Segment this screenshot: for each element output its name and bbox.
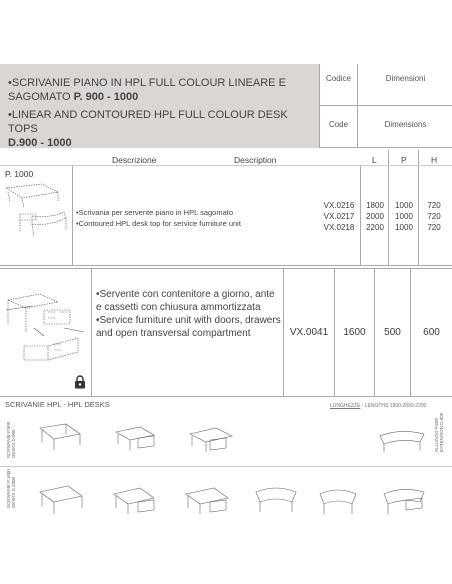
- section2-desk-drawing: [4, 288, 88, 380]
- header-line1: •SCRIVANIE PIANO IN HPL FULL COLOUR LINEARE E SAGOMATO: [8, 77, 286, 103]
- row1-label: [6, 422, 16, 458]
- row-p: 1000: [395, 223, 413, 232]
- section1-l-values: [361, 200, 389, 233]
- desk-service-1000: [114, 488, 154, 514]
- row-l: 2200: [366, 223, 384, 232]
- row-l: 2000: [366, 212, 384, 221]
- row1-label-en: DESKS D.900: [11, 429, 16, 458]
- section1-label: P. 1000: [5, 169, 34, 179]
- section2-h: 600: [423, 327, 440, 338]
- desk-service2-1000: [186, 488, 228, 514]
- header-codice: Codice: [320, 64, 358, 105]
- section1-p-values: [390, 200, 418, 233]
- col-h: H: [431, 155, 438, 165]
- section2-desc-it: •Servente con contenitore a giorno, ante e cassetti con chiusura ammortizzata: [96, 289, 275, 313]
- col-l: L: [372, 155, 377, 165]
- header-dimensions: Dimensions: [384, 120, 427, 129]
- bottom-lengths: [330, 403, 426, 409]
- divider: [0, 165, 452, 166]
- bottom-lengths-en: - LENGTHS 1800-2000-2200: [360, 403, 427, 409]
- desk-linear-900: [40, 424, 80, 450]
- section2-description: [96, 288, 281, 340]
- divider: [72, 165, 73, 265]
- desk-extension-900: [380, 431, 424, 452]
- col-p: P: [401, 155, 407, 165]
- row2-label-it: SCRIVANIE P.1000: [6, 469, 11, 508]
- desk-service-900: [116, 427, 154, 450]
- header-title-en: [8, 108, 311, 150]
- section1-codes: [319, 200, 359, 233]
- header-line2: •LINEAR AND CONTOURED HPL FULL COLOUR DESK TOPS: [8, 109, 288, 135]
- header-line2-bold: D.900 - 1000: [8, 137, 72, 149]
- section1-desk-drawing: [2, 180, 72, 240]
- desk-contoured-900: [190, 428, 232, 452]
- row-code: VX.0217: [323, 212, 355, 221]
- row-h: 720: [427, 212, 441, 221]
- row-p: 1000: [395, 201, 413, 210]
- row-code: VX.0218: [323, 223, 355, 232]
- section1-h-values: [420, 200, 448, 233]
- col-description: Description: [234, 155, 277, 165]
- section2-code: VX.0041: [289, 327, 329, 338]
- row-code: VX.0216: [323, 201, 355, 210]
- divider: [418, 150, 419, 265]
- section1-desc-it: •Scrivania per servente piano in HPL sagomato: [76, 208, 234, 217]
- desk-extension-1000: [384, 489, 424, 514]
- allungo-label-en: EXTENSION D.600: [439, 412, 444, 452]
- divider: [91, 268, 92, 396]
- header-line1-bold: P. 900 - 1000: [73, 91, 139, 103]
- header-dimensioni: Dimensioni: [385, 74, 426, 83]
- divider: [0, 396, 452, 397]
- desk-configurations-drawing: [20, 412, 440, 542]
- row-p: 1000: [395, 212, 413, 221]
- lock-icon: [74, 375, 86, 389]
- row1-label-it: SCRIVANIE P.900: [6, 421, 11, 458]
- desk-linear-1000: [40, 486, 82, 514]
- row2-label-en: DESKS D.1000: [11, 476, 16, 508]
- bottom-title-it: SCRIVANIE HPL: [5, 400, 62, 409]
- header-code: Code: [320, 106, 358, 148]
- desk-curved2-1000: [320, 490, 356, 514]
- header-title-block: [0, 64, 319, 148]
- row-h: 720: [427, 201, 441, 210]
- bottom-lunghezze: LUNGHEZZE: [330, 403, 361, 409]
- section2-l: 1600: [343, 327, 366, 338]
- row-l: 1800: [366, 201, 384, 210]
- allungo-label-it: ALLUNGO P.600: [434, 418, 439, 452]
- section2-p: 500: [384, 327, 401, 338]
- divider: [0, 268, 452, 269]
- col-descrizione: Descrizione: [112, 155, 157, 165]
- row-h: 720: [427, 223, 441, 232]
- bottom-title: [5, 400, 110, 409]
- desk-curved-1000: [256, 488, 296, 512]
- row2-label: [6, 469, 16, 508]
- bottom-title-en: - HPL DESKS: [61, 400, 110, 409]
- header-title-it: [8, 76, 311, 104]
- header-columns: [319, 64, 452, 148]
- section1-desc-en: •Contoured HPL desk top for service furniture unit: [76, 219, 241, 228]
- section1-description: [76, 207, 241, 229]
- divider: [0, 265, 452, 266]
- section2-desc-en: •Service furniture unit with doors, drawers and open transversal compartment: [96, 315, 281, 339]
